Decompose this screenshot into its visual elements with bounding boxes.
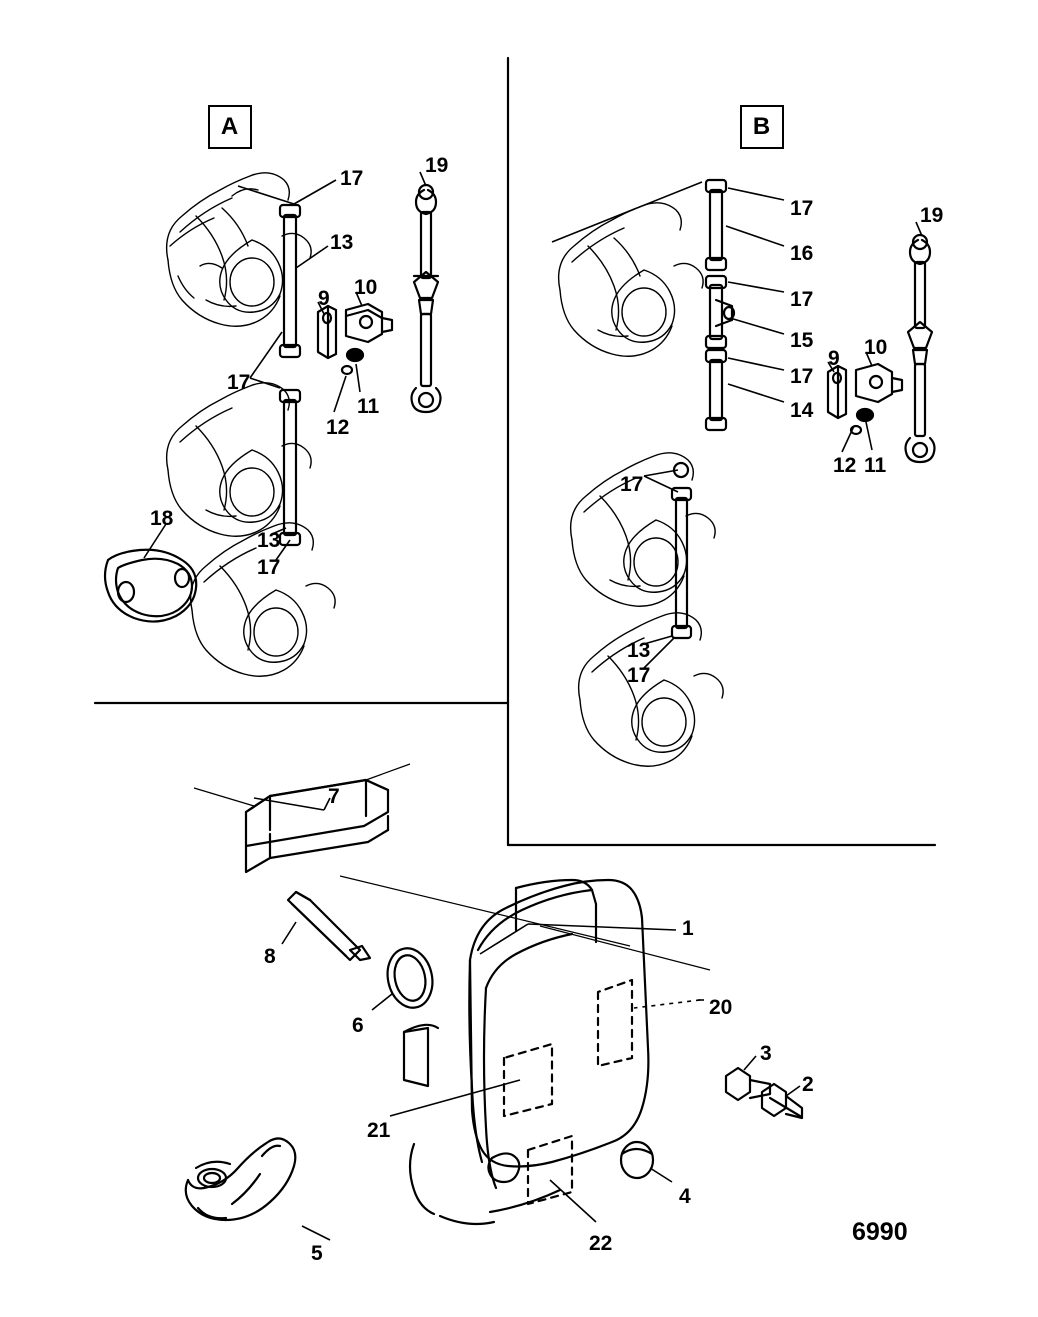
panel-b-powerhead-top (559, 203, 704, 356)
part-15-link (706, 276, 734, 348)
callout-number: 17 (790, 197, 814, 220)
callout-number: 6 (352, 1014, 364, 1037)
callout-number: 11 (357, 395, 380, 418)
callout-number: 11 (864, 454, 887, 477)
sheet-code: 6990 (852, 1218, 908, 1246)
part-10-fitting-b (856, 364, 902, 402)
part-13-lower-tube (280, 390, 300, 545)
part-14-link (706, 350, 726, 430)
part-6-seal (382, 944, 438, 1012)
callout-number: 3 (760, 1042, 772, 1065)
part-11-washer-a (347, 349, 363, 361)
part-10-fitting-a (346, 304, 392, 342)
callout-number: 9 (828, 347, 840, 370)
callout-number: 10 (864, 336, 888, 359)
callout-number: 13 (627, 639, 651, 662)
callout-number: 17 (340, 167, 364, 190)
part-18-gasket (105, 550, 196, 622)
part-16-link (706, 180, 726, 270)
callout-number: 10 (354, 276, 378, 299)
callout-number: 8 (264, 945, 276, 968)
callout-number: 18 (150, 507, 174, 530)
callout-number: 17 (257, 556, 281, 579)
callout-number: 14 (790, 399, 814, 422)
part-4-plug (621, 1142, 653, 1178)
callout-number: 17 (627, 664, 651, 687)
callout-number: 20 (709, 996, 733, 1019)
callout-number: 22 (589, 1232, 613, 1255)
part-7-bracket (246, 780, 388, 872)
housing-dashed-panels (504, 980, 632, 1204)
part-8-bolt (288, 892, 370, 960)
callout-number: 12 (326, 416, 350, 439)
callout-number: 17 (790, 365, 814, 388)
part-9-bracket-a (318, 306, 336, 358)
callout-number: 9 (318, 287, 330, 310)
part-9-bracket-b (828, 366, 846, 418)
callout-number: 21 (367, 1119, 391, 1142)
callout-number: 1 (682, 917, 694, 940)
callout-number: 19 (425, 154, 449, 177)
part-5-bracket (186, 1138, 296, 1220)
callout-number: 4 (679, 1185, 691, 1208)
panel-a-powerhead-top (167, 173, 312, 326)
callout-number: 17 (227, 371, 251, 394)
callout-number: 12 (833, 454, 857, 477)
panel-b-powerhead-bottom (579, 613, 724, 766)
part-11-washer-b (857, 409, 873, 421)
callout-number: 2 (802, 1073, 814, 1096)
part-13-upper-tube (280, 205, 300, 357)
callout-number: 16 (790, 242, 814, 265)
part-19-link-rod-a (412, 185, 441, 412)
panel-badge-b-label: B (752, 113, 772, 140)
callout-number: 17 (620, 473, 644, 496)
part-3-bolt (726, 1068, 770, 1100)
callout-number: 7 (328, 785, 340, 808)
panel-badge-b (740, 105, 784, 149)
panel-badge-a-label: A (220, 113, 240, 140)
callout-number: 17 (790, 288, 814, 311)
part-12-nut-a (342, 366, 352, 374)
callout-number: 5 (311, 1242, 323, 1265)
callout-number: 13 (257, 529, 281, 552)
panel-a-powerhead-middle (167, 383, 312, 536)
callout-number: 13 (330, 231, 354, 254)
panel-badge-a (208, 105, 252, 149)
callout-number: 15 (790, 329, 814, 352)
part-19-link-rod-b (906, 235, 935, 462)
callout-number: 19 (920, 204, 944, 227)
